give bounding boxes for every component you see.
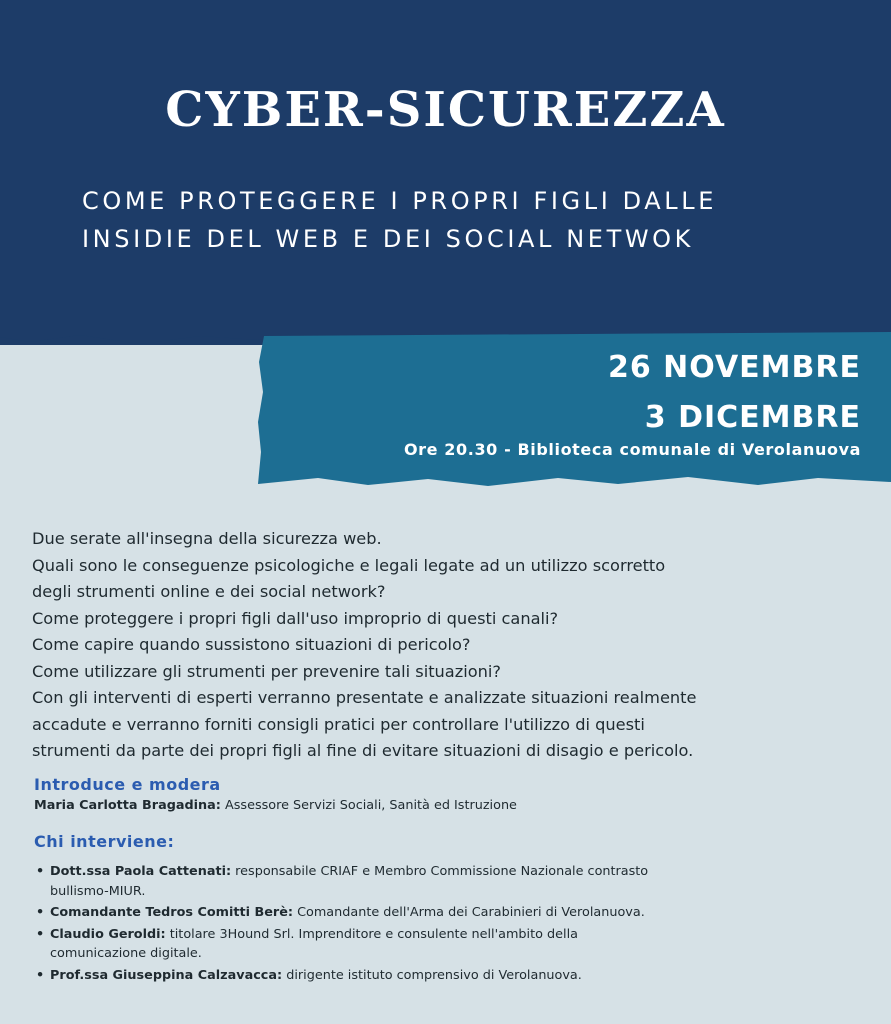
list-item [34,966,854,986]
speakers-heading: Chi interviene: [34,832,175,851]
list-item [34,903,854,923]
moderator-role: Assessore Servizi Sociali, Sanità ed Istruzione [224,798,517,813]
description-line: Come proteggere i propri figli dall'uso improprio di questi canali? [32,608,559,628]
description-line: degli strumenti online e dei social network? [32,582,386,601]
subtitle [82,182,842,258]
speaker-role: dirigente istituto comprensivo di Verolanuova. [286,967,582,983]
event-date: 3 DICEMBRE [644,400,861,435]
event-time-place: Ore 20.30 - Biblioteca comunale di Verolanuova [403,440,861,459]
speaker-role: titolare 3Hound Srl. Imprenditore e consulente nell'ambito della [169,926,578,942]
event-dates [608,343,861,443]
speaker-role-cont: bullismo-MIUR. [50,883,146,899]
moderator-line [34,798,517,813]
description-line: Con gli interventi di esperti verranno presentate e analizzate situazioni realmente [32,688,697,707]
description [32,526,862,765]
list-item [34,925,854,964]
list-item [34,862,854,901]
speaker-role: Comandante dell'Arma dei Carabinieri di Verolanuova. [297,905,645,920]
speaker-role: responsabile CRIAF e Membro Commissione Nazionale contrasto [235,864,649,879]
speaker-role-cont: comunicazione digitale. [50,946,202,961]
description-line: strumenti da parte dei propri figli al fine di evitare situazioni di disagio e pericolo. [32,741,694,760]
speaker-name: Comandante Tedros Comitti Berè: [50,905,293,920]
description-line: accadute e verranno forniti consigli pratici per controllare l'utilizzo di questi [32,714,645,734]
subtitle-line: COME PROTEGGERE I PROPRI FIGLI DALLE [82,187,717,215]
page-title: CYBER-SICUREZZA [165,82,726,138]
moderator-name: Maria Carlotta Bragadina: [34,798,221,813]
speaker-name: Dott.ssa Paola Cattenati: [50,864,232,879]
speaker-name: Prof.ssa Giuseppina Calzavacca: [50,967,283,983]
description-line: Come utilizzare gli strumenti per prevenire tali situazioni? [32,661,501,681]
speaker-name: Claudio Geroldi: [50,926,166,942]
description-line: Come capire quando sussistono situazioni di pericolo? [32,635,471,654]
subtitle-line: INSIDIE DEL WEB E DEI SOCIAL NETWOK [82,225,694,253]
moderator-heading: Introduce e modera [34,775,221,794]
speakers-list [34,862,854,987]
description-line: Due serate all'insegna della sicurezza web. [32,529,382,548]
event-date: 26 NOVEMBRE [607,350,861,385]
header-banner [0,0,891,345]
description-line: Quali sono le conseguenze psicologiche e legali legate ad un utilizzo scorretto [32,555,666,575]
